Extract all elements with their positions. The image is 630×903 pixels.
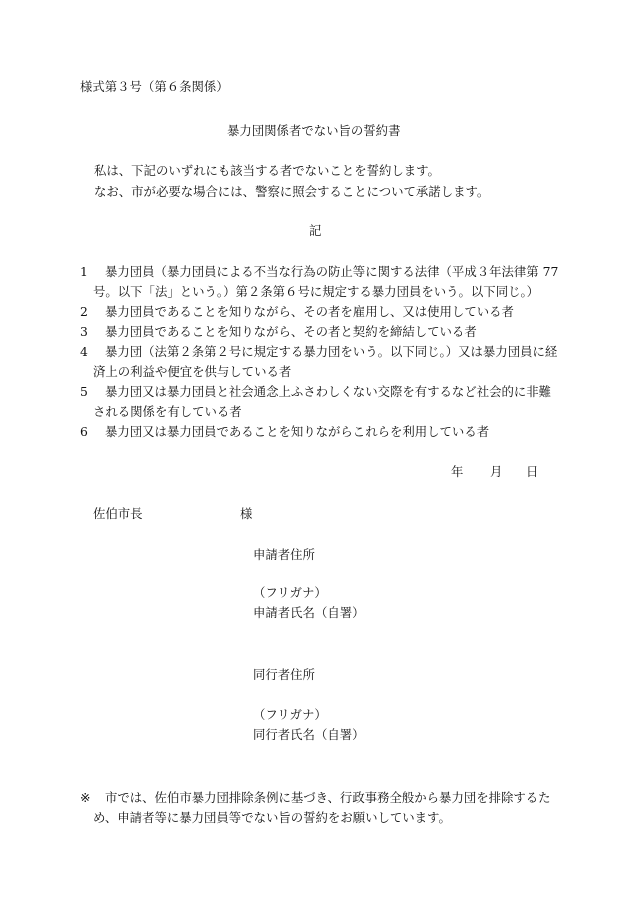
item-number: 6 <box>80 424 88 439</box>
applicant-furigana-label: （フリガナ） <box>253 585 327 600</box>
item-text: 暴力団員（暴力団員による不当な行為の防止等に関する法律（平成３年法律第 77 <box>105 264 559 279</box>
form-number: 様式第３号（第６条関係） <box>80 79 229 94</box>
item-text: 暴力団員であることを知りながら、その者と契約を締結している者 <box>105 324 477 339</box>
date-year: 年 <box>451 464 464 479</box>
item-number: 4 <box>80 344 88 359</box>
applicant-address-label: 申請者住所 <box>253 547 315 562</box>
item-number: 3 <box>80 324 88 339</box>
date-month: 月 <box>490 464 503 479</box>
item-text: 暴力団員であることを知りながら、その者を雇用し、又は使用している者 <box>105 304 514 319</box>
item-text: 暴力団又は暴力団員と社会通念上ふさわしくない交際を有するなど社会的に非難 <box>105 384 552 399</box>
ki-heading: 記 <box>309 223 322 238</box>
addressee-name: 佐伯市長 <box>93 506 143 521</box>
intro-line-1: 私は、下記のいずれにも該当する者でないことを誓約します。 <box>94 163 440 178</box>
companion-address-label: 同行者住所 <box>253 667 315 682</box>
item-number: 2 <box>80 304 88 319</box>
intro-line-2: なお、市が必要な場合には、警察に照会することについて承諾します。 <box>94 184 490 199</box>
addressee-honorific: 様 <box>240 506 253 521</box>
item-text: 暴力団又は暴力団員であることを知りながらこれらを利用している者 <box>105 424 490 439</box>
companion-furigana-label: （フリガナ） <box>253 707 327 722</box>
note-mark: ※ <box>80 790 91 805</box>
note-line-1: 市では、佐伯市暴力団排除条例に基づき、行政事務全般から暴力団を排除するた <box>105 790 551 805</box>
item-text-continued: される関係を有している者 <box>93 404 242 419</box>
note-line-2: め、申請者等に暴力団員等でない旨の誓約をお願いしています。 <box>93 810 451 825</box>
item-text-continued: 号。以下「法」という。）第２条第６号に規定する暴力団員をいう。以下同じ。） <box>93 284 540 299</box>
document-title: 暴力団関係者でない旨の誓約書 <box>227 123 401 138</box>
applicant-name-label: 申請者氏名（自署） <box>253 605 365 620</box>
item-number: 5 <box>80 384 88 399</box>
item-text-continued: 済上の利益や便宜を供与している者 <box>93 364 292 379</box>
companion-name-label: 同行者氏名（自署） <box>253 727 365 742</box>
item-number: 1 <box>80 264 88 279</box>
date-day: 日 <box>526 464 539 479</box>
item-text: 暴力団（法第２条第２号に規定する暴力団をいう。以下同じ。）又は暴力団員に経 <box>105 344 558 359</box>
